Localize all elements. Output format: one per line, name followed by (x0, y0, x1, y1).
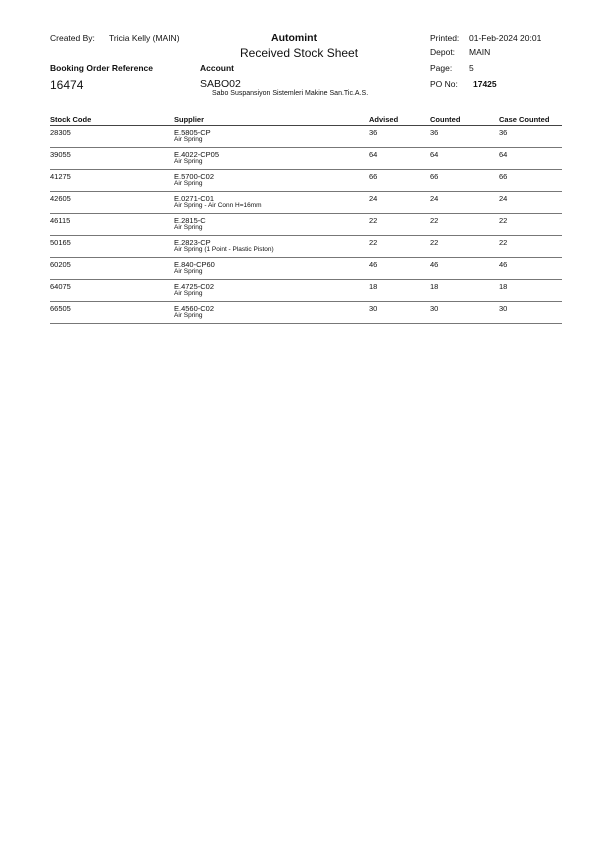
company-name: Automint (271, 32, 318, 44)
stock-code-cell: 66505 (50, 304, 71, 313)
account-label: Account (200, 63, 234, 73)
description-cell: Air Spring (1 Point - Plastic Piston) (174, 246, 274, 253)
advised-cell: 22 (369, 216, 378, 225)
advised-cell: 24 (369, 194, 378, 203)
case-counted-cell: 22 (499, 238, 508, 247)
supplier-code-cell: E.4560-C02 (174, 304, 215, 313)
advised-cell: 64 (369, 150, 378, 159)
stock-code-cell: 64075 (50, 282, 71, 291)
supplier-code-cell: E.0271-C01 (174, 194, 215, 203)
counted-cell: 18 (430, 282, 439, 291)
table-row (50, 126, 562, 148)
table-row (50, 258, 562, 280)
table-row (50, 170, 562, 192)
counted-cell: 22 (430, 238, 439, 247)
printed-label: Printed: (430, 33, 460, 43)
counted-cell: 64 (430, 150, 439, 159)
description-cell: Air Spring (174, 268, 203, 275)
column-header-counted: Counted (430, 115, 461, 124)
printed-value: 01-Feb-2024 20:01 (469, 33, 542, 43)
column-header-advised: Advised (369, 115, 399, 124)
description-cell: Air Spring (174, 224, 203, 231)
supplier-code-cell: E.4022-CP05 (174, 150, 220, 159)
stock-code-cell: 46115 (50, 216, 71, 225)
case-counted-cell: 36 (499, 128, 508, 137)
stock-code-cell: 41275 (50, 172, 71, 181)
stock-code-cell: 50165 (50, 238, 71, 247)
counted-cell: 24 (430, 194, 439, 203)
advised-cell: 66 (369, 172, 378, 181)
stock-table (50, 114, 562, 324)
column-header-stock-code: Stock Code (50, 115, 92, 124)
depot-label: Depot: (430, 47, 456, 57)
stock-code-cell: 42605 (50, 194, 71, 203)
account-code: SABO02 (200, 78, 241, 90)
account-name: Sabo Suspansiyon Sistemleri Makine San.Tic.A.S. (212, 90, 369, 97)
description-cell: Air Spring (174, 312, 203, 319)
case-counted-cell: 24 (499, 194, 508, 203)
created-by-value: Tricia Kelly (MAIN) (109, 33, 180, 43)
table-row (50, 148, 562, 170)
advised-cell: 46 (369, 260, 378, 269)
table-row (50, 214, 562, 236)
case-counted-cell: 64 (499, 150, 508, 159)
case-counted-cell: 46 (499, 260, 508, 269)
description-cell: Air Spring (174, 180, 203, 187)
booking-order-label: Booking Order Reference (50, 63, 153, 73)
column-header-supplier: Supplier (174, 115, 205, 124)
booking-order-value: 16474 (50, 78, 84, 92)
table-row (50, 302, 562, 324)
description-cell: Air Spring (174, 290, 203, 297)
description-cell: Air Spring (174, 158, 203, 165)
stock-code-cell: 39055 (50, 150, 71, 159)
supplier-code-cell: E.5805-CP (174, 128, 211, 137)
page-value: 5 (469, 63, 474, 73)
case-counted-cell: 22 (499, 216, 508, 225)
supplier-code-cell: E.840-CP60 (174, 260, 215, 269)
table-row (50, 192, 562, 214)
counted-cell: 46 (430, 260, 439, 269)
table-row (50, 236, 562, 258)
advised-cell: 36 (369, 128, 378, 137)
counted-cell: 66 (430, 172, 439, 181)
description-cell: Air Spring - Air Conn H=16mm (174, 202, 262, 209)
stock-code-cell: 60205 (50, 260, 71, 269)
page-label: Page: (430, 63, 453, 73)
counted-cell: 22 (430, 216, 439, 225)
po-label: PO No: (430, 79, 458, 89)
po-value: 17425 (473, 79, 497, 89)
table-header (50, 114, 562, 126)
case-counted-cell: 18 (499, 282, 508, 291)
counted-cell: 36 (430, 128, 439, 137)
counted-cell: 30 (430, 304, 439, 313)
case-counted-cell: 30 (499, 304, 508, 313)
supplier-code-cell: E.2815-C (174, 216, 206, 225)
advised-cell: 30 (369, 304, 378, 313)
advised-cell: 22 (369, 238, 378, 247)
description-cell: Air Spring (174, 136, 203, 143)
stock-code-cell: 28305 (50, 128, 71, 137)
table-row (50, 280, 562, 302)
advised-cell: 18 (369, 282, 378, 291)
supplier-code-cell: E.2823-CP (174, 238, 211, 247)
page-title: Received Stock Sheet (240, 46, 359, 60)
column-header-case-counted: Case Counted (499, 115, 550, 124)
supplier-code-cell: E.5700-C02 (174, 172, 215, 181)
created-by-label: Created By: (50, 33, 95, 43)
depot-value: MAIN (469, 47, 491, 57)
case-counted-cell: 66 (499, 172, 508, 181)
supplier-code-cell: E.4725-C02 (174, 282, 215, 291)
